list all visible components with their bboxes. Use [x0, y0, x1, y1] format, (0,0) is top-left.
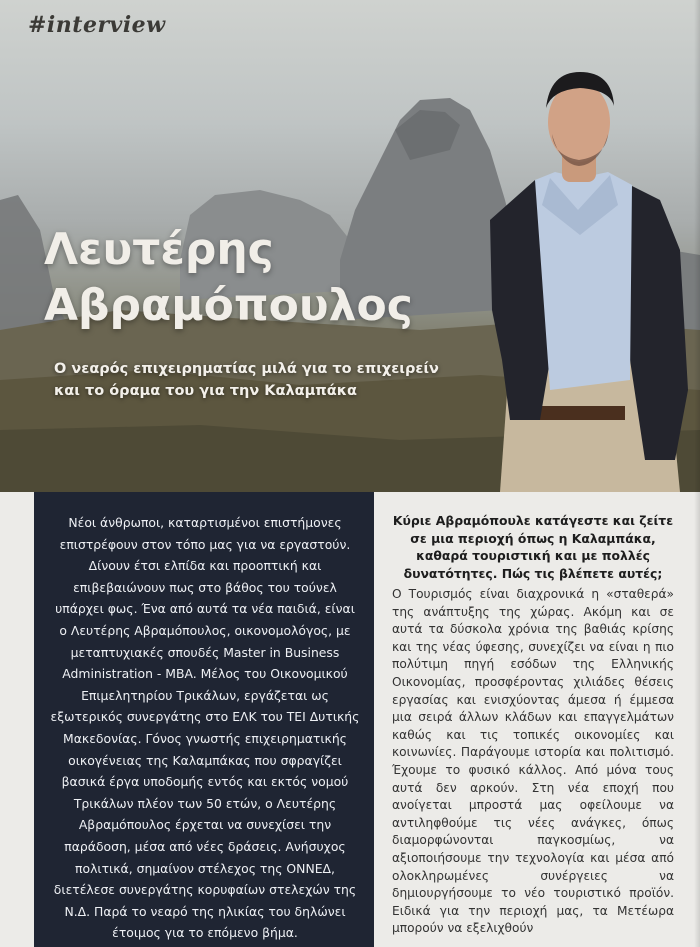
last-name: Αβραμόπουλος: [44, 280, 413, 331]
interview-question: Κύριε Αβραμόπουλε κατάγεστε και ζείτε σε μια περιοχή όπως η Καλαμπάκα, καθαρά τουριστική και με πολλές δυνατότητες. Πώς τις βλέπετε αυτές;: [392, 513, 674, 581]
interviewee-name: [44, 222, 484, 334]
subtitle: [54, 358, 484, 402]
page-fold-shadow: [694, 0, 700, 947]
interview-answer: Ο Τουρισμός είναι διαχρονικά η «σταθερά» της ανάπτυξης της χώρας. Ακόμη και σε αυτά τα δύσκολα χρόνια της βαθιάς κρίσης και της νέας ύφεσης, συνεχίζει να είναι η πιο πολύτιμη πηγή εσόδων της Ελληνικής Οικονομίας, προσφέροντας χιλιάδες θέσεις εργασίας και ενισχύοντας άμεσα ή έμμεσα μια σειρά άλλων κλάδων και επαγγελμάτων καθώς και τις τοπικές οικονομίες και κοινωνίες. Παράγουμε ιστορία και πολιτισμό. Έχουμε το φυσικό κάλλος. Από μόνα τους αυτά δεν αρκούν. Στη νέα εποχή που ανοίγεται μπροστά μας οφείλουμε να αντιληφθούμε τις νέες ανάγκες, όπως διαμορφώνονται παγκοσμίως, να αξιοποιήσουμε την τεχνολογία και μέσα από ολοκληρωμένες συνέργειες να δημιουργήσουμε το νέο τουριστικό προϊόν. Ειδικά για την περιοχή μας, τα Μετέωρα μπορούν να εξελιχθούν: [392, 587, 674, 936]
first-name: Λευτέρης: [44, 224, 274, 275]
intro-column: [34, 492, 374, 947]
subtitle-line-1: Ο νεαρός επιχειρηματίας μιλά για το επιχειρείν: [54, 361, 439, 377]
section-tag: #interview: [28, 12, 166, 38]
interview-column: [392, 512, 674, 938]
portrait-image: [480, 60, 695, 492]
intro-text: Νέοι άνθρωποι, καταρτισμένοι επιστήμονες επιστρέφουν στον τόπο μας για να εργαστούν. Δίνουν έτσι ελπίδα και προοπτική και επιβεβαιώνουν πως στο βάθος του τούνελ υπάρχει φως. Ένα από αυτά τα νέα παιδιά, είναι ο Λευτέρης Αβραμόπουλος, οικονομολόγος, με μεταπτυχιακές σπουδές Master in Business Administration - MBA. Μέλος του Οικονομικού Επιμελητηρίου Τρικάλων, εργάζεται ως εξωτερικός συνεργάτης στο ΕΛΚ του ΤΕΙ Δυτικής Μακεδονίας. Γόνος γνωστής επιχειρηματικής οικογένειας της Καλαμπάκας που σφραγίζει βασικά έργα υποδομής εντός και εκτός νομού Τρικάλων πλέον των 50 ετών, ο Λευτέρης Αβραμόπουλος έρχεται να συνεχίσει την παράδοση, μέσα από νέες δράσεις. Ανήσυχος πολιτικά, σημαίνον στέλεχος της ΟΝΝΕΔ, διετέλεσε συνεργάτης κορυφαίων στελεχών της Ν.Δ. Παρά το νεαρό της ηλικίας του δηλώνει έτοιμος για το επόμενο βήμα.: [50, 515, 360, 941]
subtitle-line-2: και το όραμα του για την Καλαμπάκα: [54, 383, 357, 399]
